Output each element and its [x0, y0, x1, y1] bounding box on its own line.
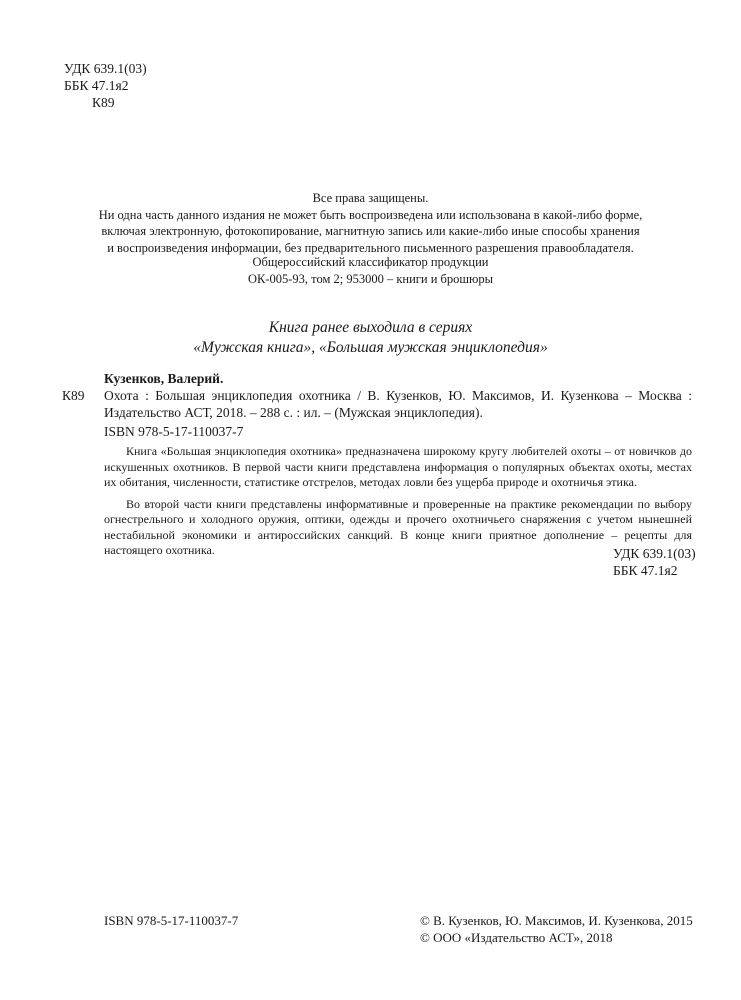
- rights-notice: [0, 190, 741, 256]
- classifier-line: Общероссийский классификатор продукции: [252, 255, 489, 269]
- classification-header: [64, 60, 147, 111]
- series-line: Книга ранее выходила в сериях: [268, 319, 473, 336]
- udk-code: УДК 639.1(03): [613, 546, 696, 561]
- annotation-paragraph: Книга «Большая энциклопедия охотника» предназначена широкому кругу любителей охоты – от новичков до искушенных охотников. В первой части книги представлена информация о популярных объектах охоты, местах их обитания, численности, статистике отстрелов, методах ловли без ущерба природе и охотничья этика.: [104, 444, 692, 489]
- rights-line: Ни одна часть данного издания не может быть воспроизведена или использована в какой-либо форме,: [98, 207, 643, 222]
- author-heading: Кузенков, Валерий.: [104, 371, 224, 386]
- classification-footer: [613, 545, 696, 579]
- product-classifier: [0, 254, 741, 287]
- rights-line: и воспроизведения информации, без предварительного письменного разрешения правообладателя.: [107, 240, 634, 255]
- footer-isbn: ISBN 978-5-17-110037-7: [104, 913, 239, 928]
- bbk-code: ББК 47.1я2: [613, 563, 678, 578]
- rights-line: Все права защищены.: [312, 191, 429, 205]
- copyright-authors: © В. Кузенков, Ю. Максимов, И. Кузенкова, 2015: [420, 913, 693, 928]
- annotation: [104, 444, 692, 559]
- udk-code: УДК 639.1(03): [64, 61, 147, 76]
- rights-line: включая электронную, фотокопирование, магнитную запись или какие-либо иные способы хранения: [101, 224, 640, 238]
- copyright-publisher: © ООО «Издательство АСТ», 2018: [420, 930, 613, 945]
- record-author-mark: К89: [62, 388, 85, 403]
- record-isbn: ISBN 978-5-17-110037-7: [104, 424, 244, 439]
- annotation-paragraph: Во второй части книги представлены информативные и проверенные на практике рекомендации по выбору огнестрельного и холодного оружия, оптики, одежды и прочего охотничьего снаряжения с учетом нынешней нестабильной экономики и антироссийских санкций. В конце книги приятное дополнение – рецепты для настоящего охотника.: [104, 496, 692, 557]
- author-mark: К89: [92, 95, 115, 110]
- copyright-notice: [420, 912, 693, 946]
- bibliographic-description: Охота : Большая энциклопедия охотника / В. Кузенков, Ю. Максимов, И. Кузенкова – Москва : Издательство АСТ, 2018. – 288 с. : ил. – (Мужская энциклопедия).: [104, 388, 692, 420]
- series-note: [0, 318, 741, 358]
- classifier-line: ОК-005-93, том 2; 953000 – книги и брошюры: [247, 271, 494, 286]
- series-line: «Мужская книга», «Большая мужская энциклопедия»: [193, 339, 548, 356]
- bbk-code: ББК 47.1я2: [64, 78, 129, 93]
